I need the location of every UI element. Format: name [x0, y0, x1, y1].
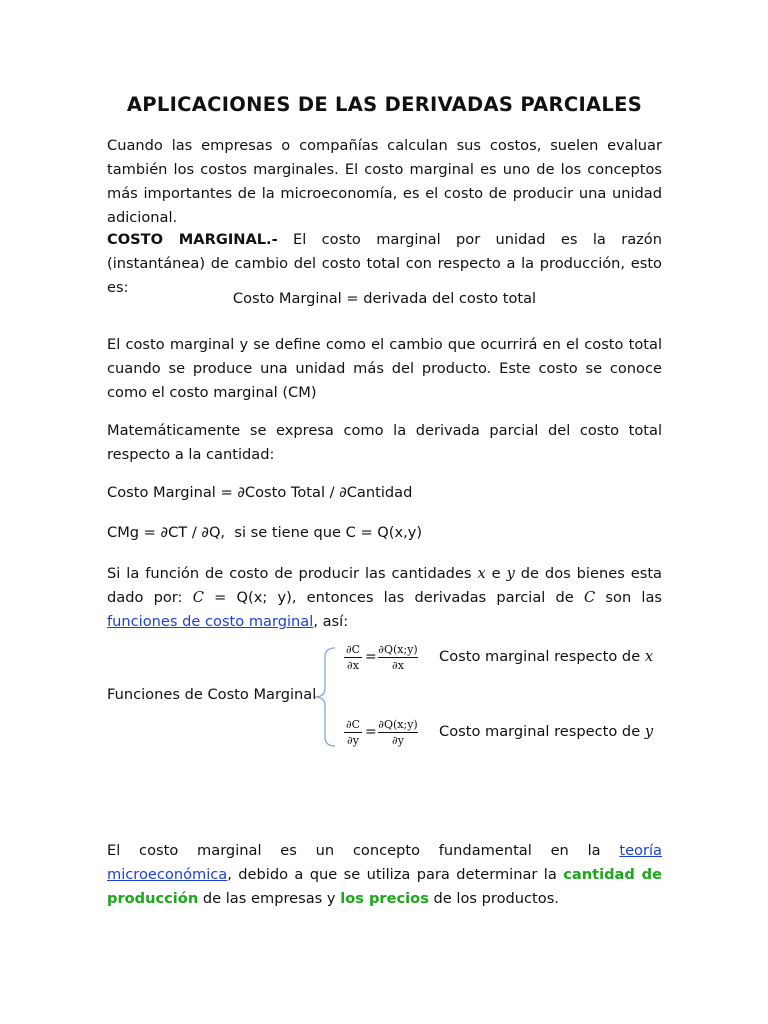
eq1-rhs-num: ∂Q(x;y) — [378, 643, 418, 656]
cantidad-produccion-highlight: cantidad de producción — [107, 866, 662, 907]
costo-marginal-text: El costo marginal por unidad es la razón (instantánea) de cambio del costo total con respecto a la producción, esto es: — [107, 231, 662, 296]
eq1-rhs-bar — [378, 657, 418, 658]
var-c-2: C — [584, 589, 596, 606]
functions-text-6: , así: — [313, 613, 349, 630]
funciones-costo-marginal-link[interactable]: funciones de costo marginal — [107, 613, 314, 630]
eq1-equals: = — [365, 649, 377, 665]
eq2-lhs-num: ∂C — [345, 718, 361, 731]
functions-label: Funciones de Costo Marginal — [107, 686, 317, 703]
teoria-microeconomica-link[interactable]: teoría microeconómica — [107, 842, 662, 883]
var-c: C — [192, 589, 204, 606]
eq2-rhs-num: ∂Q(x;y) — [378, 718, 418, 731]
brace-icon — [307, 645, 337, 751]
page-title: APLICACIONES DE LAS DERIVADAS PARCIALES — [126, 93, 643, 116]
math-expression-paragraph: Matemáticamente se expresa como la derivada parcial del costo total respecto a la cantidad: — [107, 422, 662, 463]
final-text-3: de las empresas y — [198, 890, 341, 907]
eq2-description — [439, 723, 653, 740]
costo-marginal-heading: COSTO MARGINAL.- — [107, 231, 278, 248]
eq1-lhs-bar — [344, 657, 362, 658]
eq1-lhs-num: ∂C — [345, 643, 361, 656]
functions-text-3: de dos bienes esta dado por: — [107, 565, 662, 606]
eq2-rhs-bar — [378, 732, 418, 733]
eq1-lhs-fraction — [344, 643, 362, 672]
eq2-lhs-den: ∂y — [347, 734, 359, 747]
eq2-equals: = — [365, 724, 377, 740]
eq1-rhs-den: ∂x — [392, 659, 404, 672]
eq2-lhs-bar — [344, 732, 362, 733]
eq1-rhs-fraction — [378, 643, 418, 672]
precios-highlight: los precios — [340, 890, 429, 907]
final-paragraph — [107, 839, 662, 911]
final-text-2: , debido a que se utiliza para determinar la — [227, 866, 564, 883]
definition-paragraph: El costo marginal y se define como el cambio que ocurrirá en el costo total cuando se produce una unidad más del producto. Este costo se conoce como el costo marginal (CM) — [107, 336, 662, 401]
var-x: x — [477, 565, 486, 582]
eq1-lhs-den: ∂x — [347, 659, 359, 672]
final-text-4: de los productos. — [428, 890, 559, 907]
functions-text-5: son las — [595, 589, 663, 606]
eq2-rhs-fraction — [378, 718, 418, 747]
formula-line-2: CMg = ∂CT / ∂Q, si se tiene que C = Q(x,y) — [107, 524, 423, 541]
eq1-desc-text: Costo marginal respecto de — [439, 648, 645, 665]
intro-paragraph: Cuando las empresas o compañías calculan sus costos, suelen evaluar también los costos marginales. El costo marginal es uno de los conceptos más importantes de la microeconomía, es el costo de producir una unidad adicional. — [107, 137, 662, 226]
formula-line-1: Costo Marginal = ∂Costo Total / ∂Cantidad — [107, 484, 413, 501]
functions-text-1: Si la función de costo de producir las cantidades — [107, 565, 478, 582]
functions-text-4: = Q(x; y), entonces las derivadas parcial de — [203, 589, 585, 606]
eq2-rhs-den: ∂y — [392, 734, 404, 747]
eq2-var: y — [644, 723, 654, 740]
eq2-lhs-fraction — [344, 718, 362, 747]
functions-text-2: e — [485, 565, 507, 582]
cm-formula-text: Costo Marginal = derivada del costo total — [232, 290, 537, 307]
final-text-1: El costo marginal es un concepto fundamental en la — [107, 842, 620, 859]
functions-paragraph — [107, 562, 662, 634]
var-y: y — [506, 565, 515, 582]
eq1-var: x — [644, 648, 654, 665]
eq2-desc-text: Costo marginal respecto de — [439, 723, 645, 740]
eq1-description — [439, 648, 653, 665]
